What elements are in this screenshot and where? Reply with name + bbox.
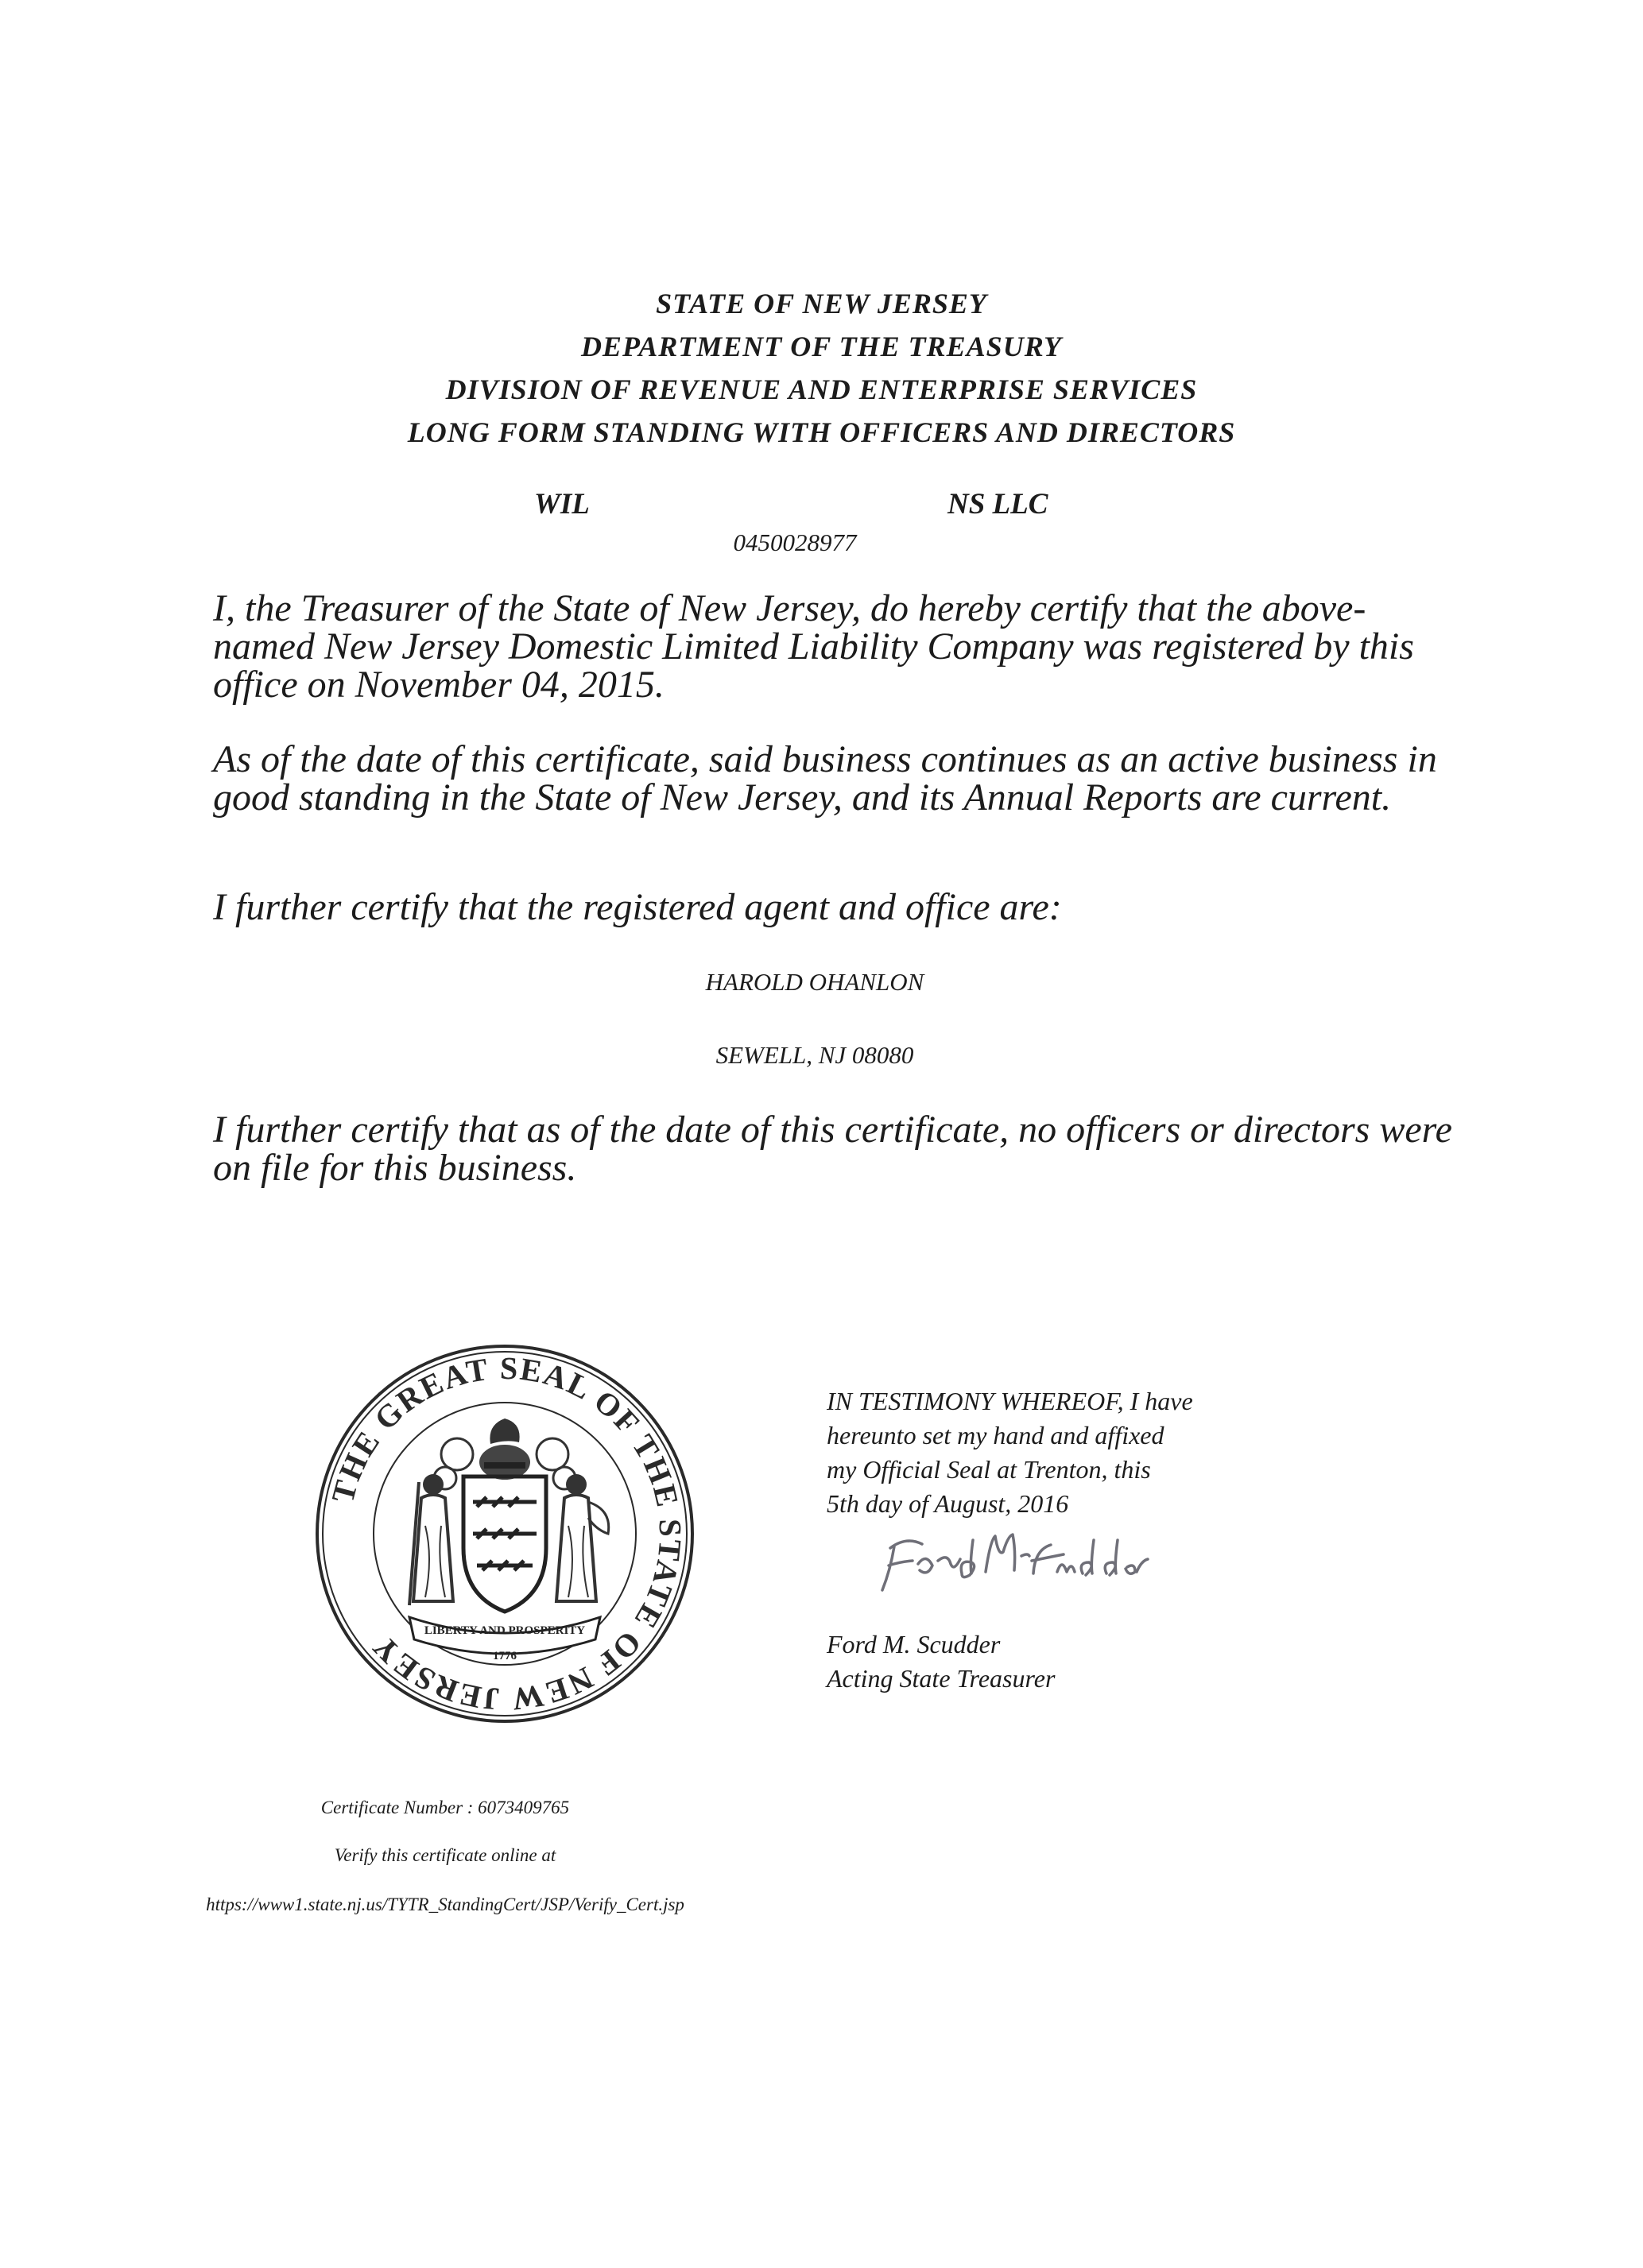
- seal-ring-text: THE GREAT SEAL OF THE STATE OF NEW JERSEY: [324, 1349, 689, 1718]
- testimony-line-4: 5th day of August, 2016: [827, 1489, 1069, 1518]
- header-state: STATE OF NEW JERSEY: [656, 288, 987, 319]
- agent-name: HAROLD OHANLON: [705, 968, 924, 996]
- header-department: DEPARTMENT OF THE TREASURY: [580, 331, 1063, 362]
- testimony-line-2: hereunto set my hand and affixed: [827, 1421, 1164, 1449]
- standing-paragraph: As of the date of this certificate, said business continues as an active business in good standing in the State of New Jersey, and its Annual Reports are current.: [213, 738, 1437, 819]
- seal-ribbon-text: LIBERTY AND PROSPERITY: [424, 1624, 586, 1637]
- header-form-type: LONG FORM STANDING WITH OFFICERS AND DIRECTORS: [407, 416, 1236, 448]
- business-name-end: NS LLC: [947, 488, 1048, 521]
- officers-paragraph: I further certify that as of the date of this certificate, no officers or directors were on file for this business.: [213, 1109, 1452, 1189]
- signatory-name: Ford M. Scudder: [827, 1630, 1001, 1658]
- business-name-start: WIL: [534, 488, 590, 521]
- seal-year: 1776: [493, 1650, 517, 1662]
- handwritten-signature: [874, 1516, 1161, 1604]
- certificate-number: Certificate Number : 6073409765: [320, 1798, 570, 1817]
- agent-address: SEWELL, NJ 08080: [715, 1041, 914, 1069]
- testimony-line-1: IN TESTIMONY WHEREOF, I have: [827, 1387, 1193, 1415]
- business-id: 0450028977: [733, 528, 857, 556]
- verify-url: https://www1.state.nj.us/TYTR_StandingCert/JSP/Verify_Cert.jsp: [206, 1895, 684, 1914]
- great-seal-emblem: [314, 1343, 696, 1724]
- agent-intro-paragraph: I further certify that the registered agent and office are:: [213, 886, 1062, 928]
- verify-instructions: Verify this certificate online at: [334, 1845, 556, 1865]
- header-division: DIVISION OF REVENUE AND ENTERPRISE SERVICES: [445, 373, 1198, 405]
- registration-paragraph: I, the Treasurer of the State of New Jersey, do hereby certify that the above-named New Jersey Domestic Limited Liability Company was registered by this office on November 04, 2015.: [213, 587, 1414, 706]
- signatory-title: Acting State Treasurer: [827, 1664, 1056, 1693]
- testimony-line-3: my Official Seal at Trenton, this: [827, 1455, 1151, 1484]
